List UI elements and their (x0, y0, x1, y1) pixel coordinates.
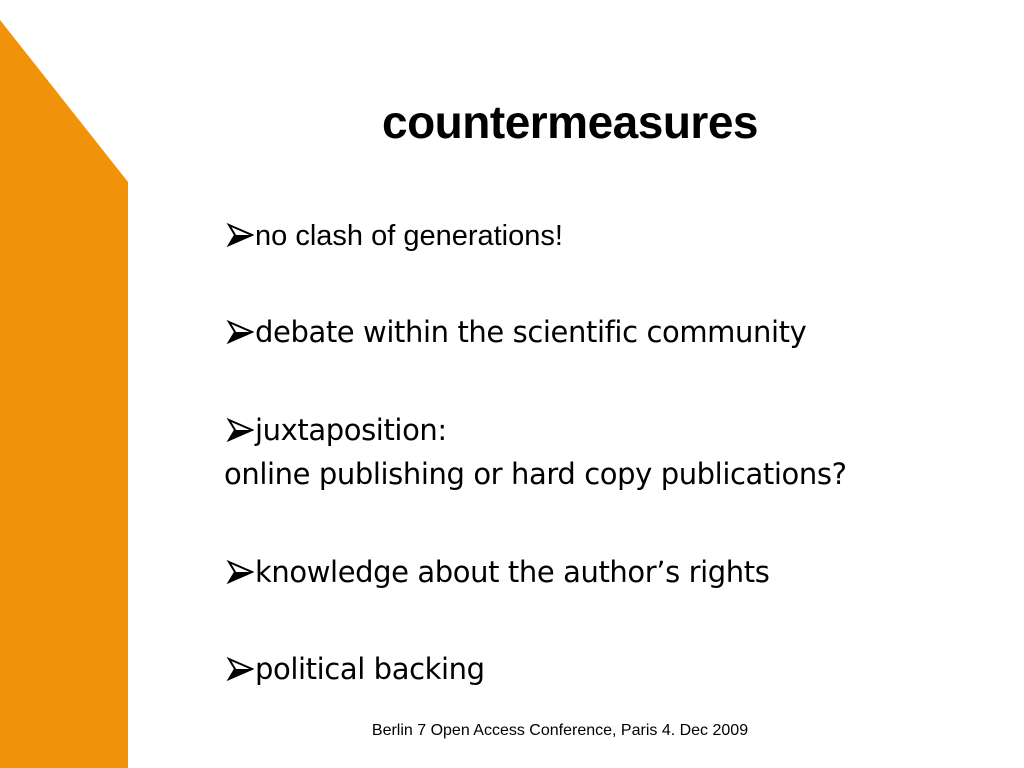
slide-footer: Berlin 7 Open Access Conference, Paris 4. Dec 2009 (371, 722, 749, 739)
arrowhead-bullet-icon (226, 223, 254, 247)
bullet-text: knowledge about the author’s rights (255, 555, 770, 589)
orange-accent-band (0, 0, 128, 768)
slide-title: countermeasures (382, 96, 758, 148)
arrowhead-bullet-icon (226, 657, 254, 681)
arrowhead-bullet-icon (226, 418, 254, 442)
bullet-item-5 (226, 647, 1006, 691)
arrowhead-bullet-icon (226, 560, 254, 584)
bullet-text: political backing (255, 652, 485, 686)
bullet-text: no clash of generations! (255, 220, 563, 252)
bullet-item-2 (226, 310, 1006, 354)
bullet-item-1 (226, 214, 1006, 258)
bullet-item-3 (226, 408, 1006, 452)
bullet-item-4 (226, 550, 1006, 594)
bullet-text: juxtaposition: (255, 413, 447, 447)
bullet-text: debate within the scientific community (255, 315, 807, 349)
arrowhead-bullet-icon (226, 320, 254, 344)
bullet-continuation: online publishing or hard copy publications? (224, 457, 847, 491)
